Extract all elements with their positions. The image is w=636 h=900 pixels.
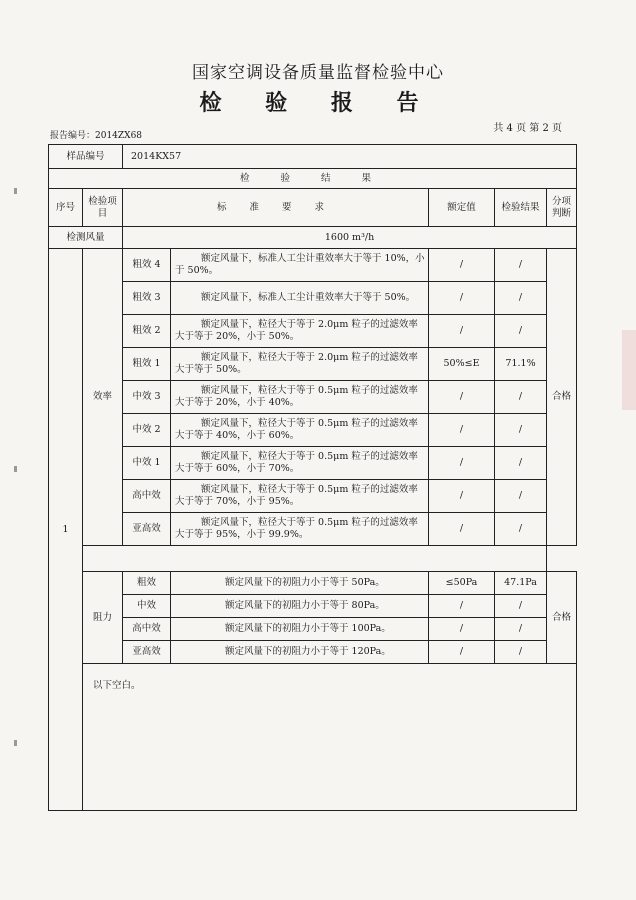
test-result: / bbox=[495, 381, 547, 414]
rated-value: / bbox=[429, 282, 495, 315]
test-result: / bbox=[495, 249, 547, 282]
spacer-cell bbox=[83, 546, 547, 572]
results-title-row bbox=[49, 169, 577, 189]
grade: 粗效 1 bbox=[123, 348, 171, 381]
requirement: 额定风量下，粒径大于等于 0.5μm 粒子的过滤效率大于等于 70%，小于 95%。 bbox=[171, 480, 429, 513]
grade: 亚高效 bbox=[123, 641, 171, 664]
sample-label: 样品编号 bbox=[49, 145, 123, 169]
rated-value: / bbox=[429, 315, 495, 348]
test-result: / bbox=[495, 480, 547, 513]
spacer-row bbox=[49, 546, 577, 572]
results-table bbox=[48, 144, 577, 811]
requirement: 额定风量下，粒径大于等于 0.5μm 粒子的过滤效率大于等于 20%，小于 40%。 bbox=[171, 381, 429, 414]
col-requirement: 标 准 要 求 bbox=[123, 189, 429, 227]
test-result: 71.1% bbox=[495, 348, 547, 381]
rated-value: 50%≤E bbox=[429, 348, 495, 381]
col-seq: 序号 bbox=[49, 189, 83, 227]
airflow-value: 1600 m³/h bbox=[123, 227, 577, 249]
rated-value: ≤50Pa bbox=[429, 572, 495, 595]
binding-mark bbox=[14, 740, 17, 746]
test-result: / bbox=[495, 641, 547, 664]
efficiency-label: 效率 bbox=[83, 249, 123, 546]
grade: 粗效 4 bbox=[123, 249, 171, 282]
test-result: / bbox=[495, 595, 547, 618]
requirement: 额定风量下，粒径大于等于 0.5μm 粒子的过滤效率大于等于 60%，小于 70%。 bbox=[171, 447, 429, 480]
efficiency-row bbox=[49, 414, 577, 447]
grade: 亚高效 bbox=[123, 513, 171, 546]
stamp-mark bbox=[622, 330, 636, 410]
requirement: 额定风量下的初阻力小于等于 120Pa。 bbox=[171, 641, 429, 664]
rated-value: / bbox=[429, 249, 495, 282]
rated-value: / bbox=[429, 618, 495, 641]
binding-mark bbox=[14, 188, 17, 194]
requirement: 额定风量下，标准人工尘计重效率大于等于 50%。 bbox=[171, 282, 429, 315]
efficiency-row bbox=[49, 249, 577, 282]
rated-value: / bbox=[429, 381, 495, 414]
test-result: / bbox=[495, 618, 547, 641]
report-title: 检 验 报 告 bbox=[199, 90, 437, 116]
resistance-verdict: 合格 bbox=[547, 572, 577, 664]
seq-number: 1 bbox=[49, 249, 83, 811]
rated-value: / bbox=[429, 414, 495, 447]
requirement: 额定风量下，标准人工尘计重效率大于等于 10%，小于 50%。 bbox=[171, 249, 429, 282]
resistance-row bbox=[49, 595, 577, 618]
rated-value: / bbox=[429, 513, 495, 546]
resistance-row bbox=[49, 641, 577, 664]
col-item: 检验项目 bbox=[83, 189, 123, 227]
test-result: / bbox=[495, 513, 547, 546]
blank-row bbox=[49, 664, 577, 811]
test-result: 47.1Pa bbox=[495, 572, 547, 595]
resistance-label: 阻力 bbox=[83, 572, 123, 664]
efficiency-row bbox=[49, 315, 577, 348]
resistance-row bbox=[49, 618, 577, 641]
test-result: / bbox=[495, 447, 547, 480]
page-info: 共 4 页 第 2 页 bbox=[493, 123, 562, 134]
efficiency-row bbox=[49, 282, 577, 315]
efficiency-row bbox=[49, 480, 577, 513]
grade: 中效 3 bbox=[123, 381, 171, 414]
grade: 粗效 3 bbox=[123, 282, 171, 315]
grade: 中效 bbox=[123, 595, 171, 618]
test-result: / bbox=[495, 315, 547, 348]
requirement: 额定风量下，粒径大于等于 2.0μm 粒子的过滤效率大于等于 20%，小于 50%。 bbox=[171, 315, 429, 348]
rated-value: / bbox=[429, 447, 495, 480]
blank-note: 以下空白。 bbox=[83, 664, 577, 811]
airflow-label: 检测风量 bbox=[49, 227, 123, 249]
grade: 高中效 bbox=[123, 480, 171, 513]
resistance-row bbox=[49, 572, 577, 595]
org-name: 国家空调设备质量监督检验中心 bbox=[192, 63, 444, 83]
requirement: 额定风量下的初阻力小于等于 50Pa。 bbox=[171, 572, 429, 595]
results-title: 检 验 结 果 bbox=[49, 169, 577, 189]
grade: 中效 2 bbox=[123, 414, 171, 447]
test-result: / bbox=[495, 282, 547, 315]
column-header-row bbox=[49, 189, 577, 227]
test-result: / bbox=[495, 414, 547, 447]
rated-value: / bbox=[429, 641, 495, 664]
col-verdict: 分项判断 bbox=[547, 189, 577, 227]
grade: 中效 1 bbox=[123, 447, 171, 480]
report-number: 报告编号：2014ZX68 bbox=[50, 131, 143, 141]
binding-mark bbox=[14, 466, 17, 472]
requirement: 额定风量下，粒径大于等于 0.5μm 粒子的过滤效率大于等于 95%，小于 99.9%。 bbox=[171, 513, 429, 546]
efficiency-row bbox=[49, 513, 577, 546]
sample-number: 2014KX57 bbox=[123, 145, 577, 169]
requirement: 额定风量下，粒径大于等于 2.0μm 粒子的过滤效率大于等于 50%。 bbox=[171, 348, 429, 381]
grade: 粗效 2 bbox=[123, 315, 171, 348]
efficiency-verdict: 合格 bbox=[547, 249, 577, 546]
col-rated: 额定值 bbox=[429, 189, 495, 227]
efficiency-row bbox=[49, 447, 577, 480]
rated-value: / bbox=[429, 595, 495, 618]
rated-value: / bbox=[429, 480, 495, 513]
efficiency-row bbox=[49, 381, 577, 414]
requirement: 额定风量下，粒径大于等于 0.5μm 粒子的过滤效率大于等于 40%，小于 60%。 bbox=[171, 414, 429, 447]
col-result: 检验结果 bbox=[495, 189, 547, 227]
requirement: 额定风量下的初阻力小于等于 80Pa。 bbox=[171, 595, 429, 618]
airflow-row bbox=[49, 227, 577, 249]
grade: 高中效 bbox=[123, 618, 171, 641]
efficiency-row bbox=[49, 348, 577, 381]
sample-row bbox=[49, 145, 577, 169]
grade: 粗效 bbox=[123, 572, 171, 595]
requirement: 额定风量下的初阻力小于等于 100Pa。 bbox=[171, 618, 429, 641]
